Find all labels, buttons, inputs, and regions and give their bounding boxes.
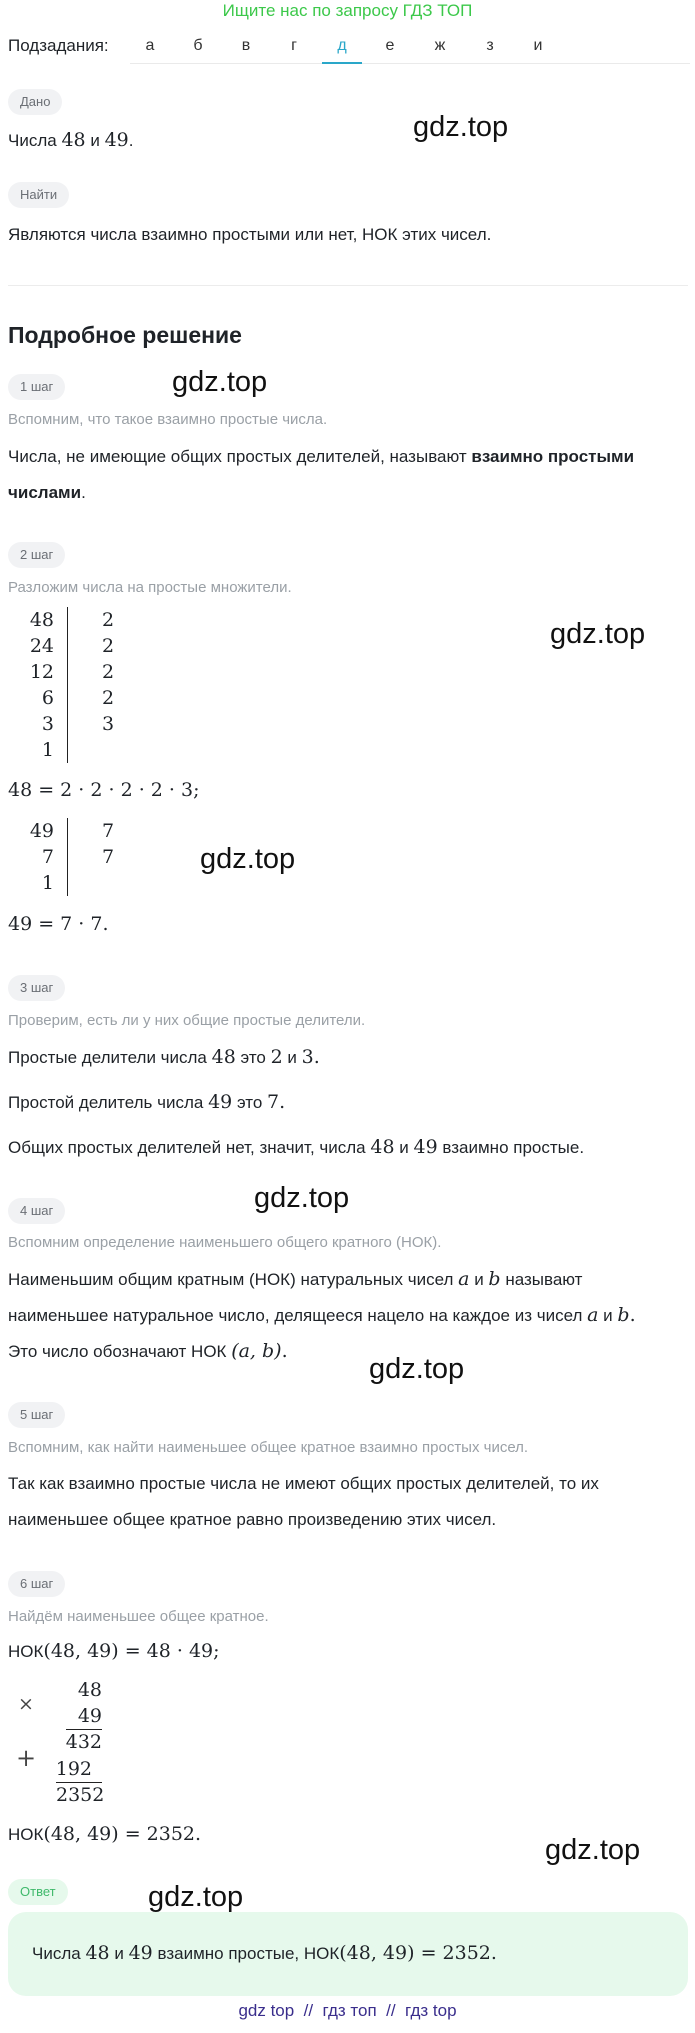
footer-link-gdz-top[interactable]: gdz top (238, 2001, 295, 2020)
watermark: gdz.top (545, 1834, 641, 1866)
step6-badge: 6 шаг (8, 1571, 65, 1597)
step5-line2: наименьшее общее кратное равно произведению этих чисел. (8, 1510, 497, 1529)
tab-b[interactable]: б (193, 37, 203, 54)
find-badge: Найти (8, 182, 69, 208)
step4-line3: Это число обозначают НОК (a, b). (8, 1340, 288, 1362)
fact49-left-1: 7 (41, 846, 54, 868)
partial-product-2: 192 (55, 1758, 92, 1780)
find-text: Являются числа взаимно простыми или нет, НОК этих чисел. (8, 225, 492, 244)
tab-e[interactable]: е (385, 37, 395, 54)
answer-badge: Ответ (8, 1879, 68, 1905)
promo-banner: Ищите нас по запросу ГДЗ ТОП (222, 1, 473, 20)
fact48-divider (67, 607, 68, 763)
fact48-right-4: 3 (102, 713, 115, 735)
step4-line1: Наименьшим общим кратным (НОК) натуральных чисел a и b называют (8, 1268, 583, 1290)
footer-link-gdz-top-ru[interactable]: гдз топ (322, 2001, 377, 2020)
subtasks-label: Подзадания: (8, 36, 109, 55)
active-tab-indicator (322, 62, 362, 64)
solution-title: Подробное решение (8, 322, 242, 348)
step1-badge: 1 шаг (8, 374, 65, 400)
eq-49-factorization: 49 = 7 · 7. (8, 913, 109, 935)
fact49-left-0: 49 (29, 820, 54, 842)
step4-line2: наименьшее натуральное число, делящееся нацело на каждое из чисел a и b. (8, 1304, 636, 1326)
given-badge: Дано (8, 89, 62, 115)
watermark: gdz.top (369, 1353, 465, 1385)
tab-zh[interactable]: ж (434, 37, 446, 54)
tab-a[interactable]: а (145, 37, 155, 54)
watermark: gdz.top (200, 843, 296, 875)
step1-hint: Вспомним, что такое взаимно простые числа. (8, 411, 328, 428)
step3-line1: Простые делители числа 48 это 2 и 3. (8, 1046, 320, 1068)
watermark: gdz.top (550, 618, 646, 650)
multiply-sign: × (18, 1693, 34, 1715)
step6-eq1: НОК(48, 49) = 48 · 49; (8, 1640, 220, 1662)
step1-line1: Числа, не имеющие общих простых делителей, называют взаимно простыми (8, 447, 635, 466)
fact48-left-3: 6 (41, 687, 54, 709)
answer-text: Числа 48 и 49 взаимно простые, НОК(48, 49) = 2352. (32, 1942, 497, 1964)
multiplier: 49 (77, 1705, 102, 1727)
step2-badge: 2 шаг (8, 542, 65, 568)
step3-line3: Общих простых делителей нет, значит, числа 48 и 49 взаимно простые. (8, 1136, 585, 1158)
footer-links: gdz top // гдз топ // гдз top (238, 2001, 457, 2020)
watermark: gdz.top (172, 366, 268, 398)
fact49-divider (67, 818, 68, 896)
fact48-right-3: 2 (102, 687, 115, 709)
plus-sign: + (16, 1744, 37, 1772)
tabs-divider (130, 63, 690, 64)
step2-hint: Разложим числа на простые множители. (8, 579, 292, 596)
step5-line1: Так как взаимно простые числа не имеют общих простых делителей, то их (8, 1474, 599, 1493)
step4-badge: 4 шаг (8, 1198, 65, 1224)
watermark: gdz.top (413, 111, 509, 143)
watermark: gdz.top (148, 1881, 244, 1913)
tab-i[interactable]: и (533, 37, 543, 54)
section-divider (8, 285, 688, 286)
given-text: Числа 48 и 49. (8, 129, 134, 151)
multiplicand: 48 (77, 1679, 102, 1701)
fact48-left-4: 3 (41, 713, 54, 735)
fact48-left-2: 12 (29, 661, 54, 683)
step4-hint: Вспомним определение наименьшего общего кратного (НОК). (8, 1234, 442, 1251)
fact48-right-1: 2 (102, 635, 115, 657)
fact48-left-5: 1 (41, 739, 54, 761)
step5-badge: 5 шаг (8, 1402, 65, 1428)
step6-hint: Найдём наименьшее общее кратное. (8, 1608, 269, 1625)
step3-hint: Проверим, есть ли у них общие простые делители. (8, 1012, 366, 1029)
step1-line2: числами. (8, 483, 86, 502)
tab-v[interactable]: в (241, 37, 251, 54)
fact48-left-0: 48 (29, 609, 54, 631)
partial-product-1: 432 (65, 1731, 102, 1753)
fact49-right-1: 7 (102, 846, 115, 868)
fact49-right-0: 7 (102, 820, 115, 842)
fact48-right-2: 2 (102, 661, 115, 683)
step3-line2: Простой делитель числа 49 это 7. (8, 1091, 286, 1113)
tab-d[interactable]: д (337, 37, 347, 54)
fact48-left-1: 24 (29, 635, 54, 657)
step3-badge: 3 шаг (8, 975, 65, 1001)
footer-link-gdz-top-mixed[interactable]: гдз top (405, 2001, 457, 2020)
eq-48-factorization: 48 = 2 · 2 · 2 · 2 · 3; (8, 779, 200, 801)
product-result: 2352 (56, 1784, 105, 1806)
step5-hint: Вспомним, как найти наименьшее общее кратное взаимно простых чисел. (8, 1439, 529, 1456)
fact48-right-0: 2 (102, 609, 115, 631)
tab-z[interactable]: з (486, 37, 494, 54)
watermark: gdz.top (254, 1182, 350, 1214)
tab-g[interactable]: г (291, 37, 297, 54)
step6-eq2: НОК(48, 49) = 2352. (8, 1823, 202, 1845)
fact49-left-2: 1 (41, 872, 54, 894)
